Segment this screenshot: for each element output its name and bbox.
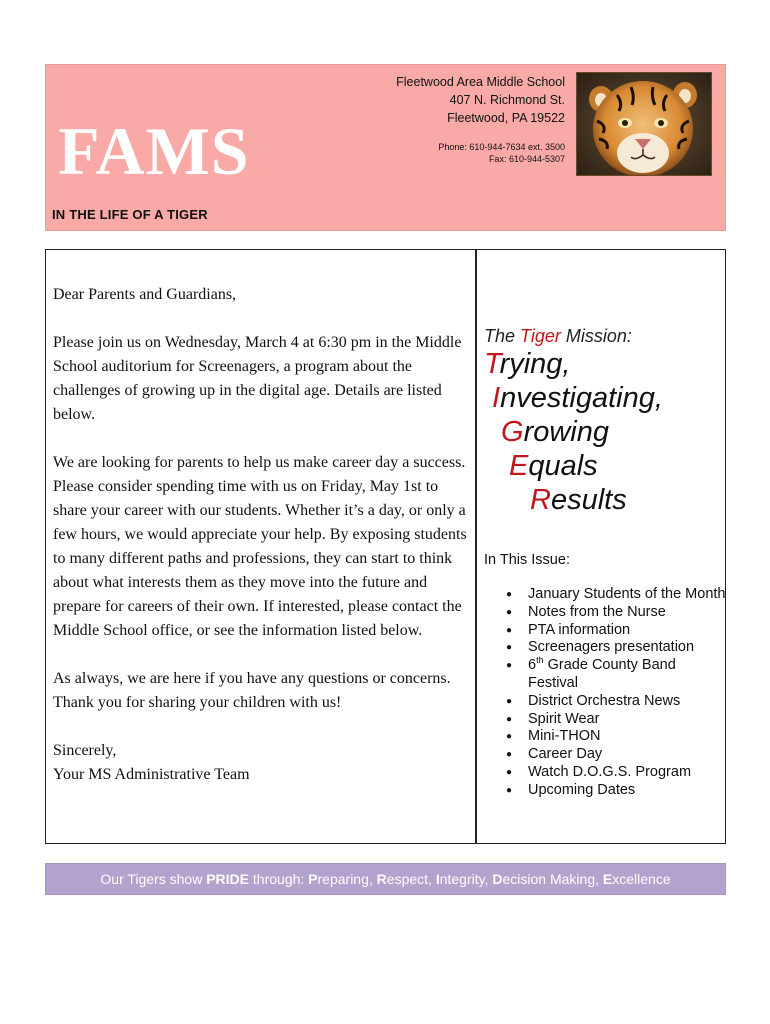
- principal-letter: [53, 283, 471, 787]
- letter-paragraph-1: Please join us on Wednesday, March 4 at 6:30 pm in the Middle School auditorium for Screenagers, a program about the challenges of growing up in the digital age. Details are listed below.: [53, 334, 462, 423]
- issue-item: ● District Orchestra News: [506, 693, 726, 711]
- letter-paragraph-2: We are looking for parents to help us make career day a success. Please consider spending time with us on Friday, May 1st to share your career with our students. Whether it’s a day, or only a few hours, we would appreciate your help. By exposing students to many different paths and professions, they can start to think about what interests them as they move into the future and prepare for careers of their own. If interested, please contact the Middle School office, or see the information listed below.: [53, 454, 467, 639]
- letter-signature: Your MS Administrative Team: [53, 766, 250, 783]
- school-contact: [438, 141, 565, 165]
- mission-heading-tiger: Tiger: [520, 326, 561, 346]
- mission-heading: [484, 326, 632, 347]
- newsletter-tagline: IN THE LIFE OF A TIGER: [52, 207, 208, 222]
- mission-line-results: Results: [530, 484, 627, 516]
- mission-line-equals: Equals: [509, 450, 598, 482]
- issue-item: ● PTA information: [506, 622, 726, 640]
- fax-number: Fax: 610-944-5307: [488, 154, 565, 164]
- issue-item: ● 6th Grade County Band Festival: [506, 657, 726, 693]
- address-line-1: 407 N. Richmond St.: [449, 93, 565, 107]
- pride-footer: Our Tigers show PRIDE through: Preparing, Respect, Integrity, Decision Making, Excellence: [45, 863, 726, 895]
- pride-word: PRIDE: [206, 871, 250, 887]
- mission-line-trying: Trying,: [484, 348, 571, 380]
- issue-item: ● Spirit Wear: [506, 711, 726, 729]
- column-divider: [475, 250, 477, 843]
- school-name: Fleetwood Area Middle School: [396, 75, 565, 89]
- issue-item: ● Upcoming Dates: [506, 782, 726, 800]
- phone-number: Phone: 610-944-7634 ext. 3500: [438, 142, 565, 152]
- tiger-image: [577, 73, 712, 176]
- letter-closing: Sincerely,: [53, 742, 117, 759]
- issue-item: ● January Students of the Month: [506, 586, 726, 604]
- mission-heading-post: Mission:: [560, 326, 632, 346]
- tiger-photo: [576, 72, 712, 176]
- newsletter-header: [45, 64, 726, 231]
- sidebar: [484, 250, 724, 843]
- main-content-box: [45, 249, 726, 844]
- letter-paragraph-3: As always, we are here if you have any questions or concerns. Thank you for sharing your children with us!: [53, 670, 451, 711]
- address-line-2: Fleetwood, PA 19522: [447, 111, 565, 125]
- issue-list: [506, 586, 726, 800]
- issue-item: ● Screenagers presentation: [506, 639, 726, 657]
- letter-greeting: Dear Parents and Guardians,: [53, 286, 237, 303]
- issue-item: ● Career Day: [506, 746, 726, 764]
- mission-line-growing: Growing: [501, 416, 609, 448]
- school-address: [396, 73, 565, 127]
- issue-item: ● Mini-THON: [506, 728, 726, 746]
- mission-heading-pre: The: [484, 326, 521, 346]
- issue-heading: In This Issue:: [484, 552, 570, 568]
- issue-item: ● Watch D.O.G.S. Program: [506, 764, 726, 782]
- newsletter-title: FAMS: [58, 113, 250, 189]
- mission-line-investigating: Investigating,: [492, 382, 663, 414]
- issue-item: ● Notes from the Nurse: [506, 604, 726, 622]
